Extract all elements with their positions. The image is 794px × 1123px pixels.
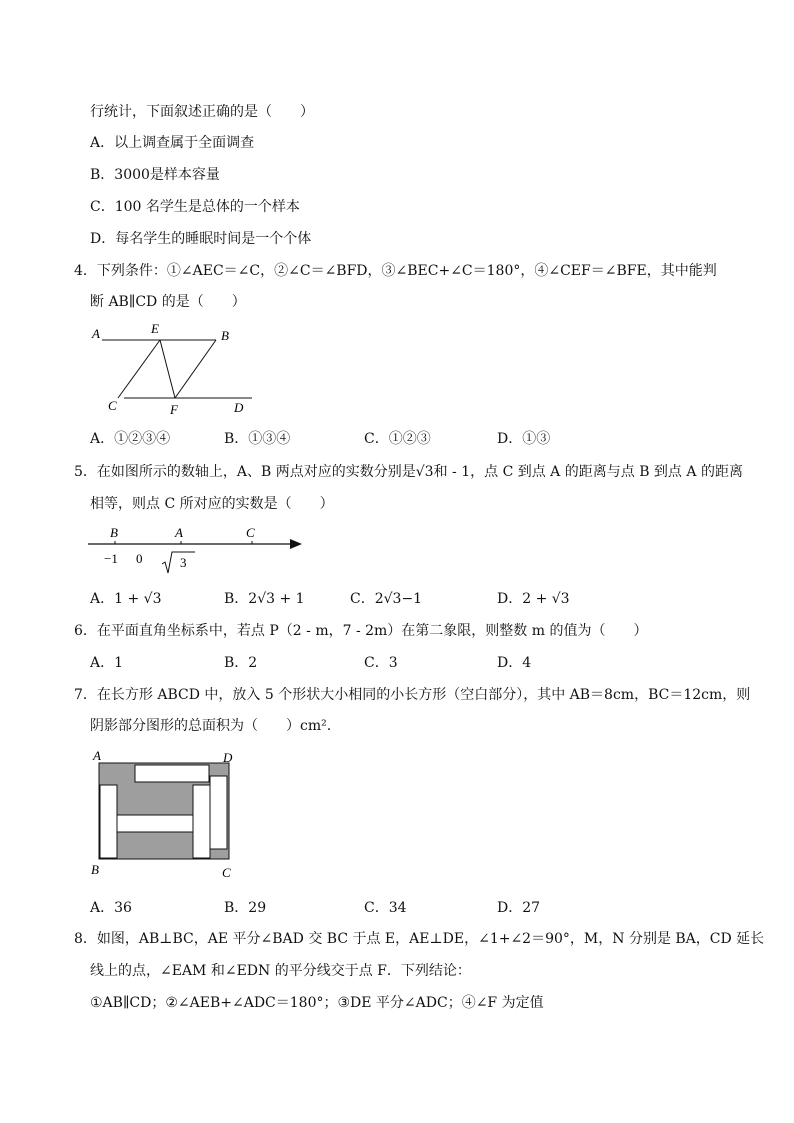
q5-option-d: D．2 + √3 <box>497 591 570 607</box>
q5-number-line <box>88 520 308 580</box>
q5-label-b: B <box>110 525 118 540</box>
q7-stem-line1: 7．在长方形 ABCD 中，放入 5 个形状大小相同的小长方形（空白部分），其中 AB＝8cm，BC＝12cm，则 <box>74 687 751 703</box>
q4-label-a: A <box>92 326 100 341</box>
q8-stem-line1: 8．如图，AB⊥BC，AE 平分∠BAD 交 BC 于点 E，AE⊥DE，∠1+∠2＝90°，M，N 分别是 BA，CD 延长 <box>74 931 765 947</box>
q3-option-d: D．每名学生的睡眠时间是一个个体 <box>90 231 312 247</box>
q4-option-a: A．①②③④ <box>90 431 171 447</box>
q3-option-c: C．100 名学生是总体的一个样本 <box>90 199 300 215</box>
q4-option-d: D．①③ <box>497 431 551 447</box>
q5-option-b: B．2√3 + 1 <box>224 591 305 607</box>
q5-stem-line1: 5．在如图所示的数轴上，A、B 两点对应的实数分别是√3和 - 1，点 C 到点 A 的距离与点 B 到点 A 的距离 <box>74 464 743 480</box>
q4-stem-line2: 断 AB∥CD 的是（ ） <box>90 294 246 310</box>
q6-option-c: C．3 <box>364 655 398 671</box>
q5-option-a: A．1 + √3 <box>90 591 162 607</box>
q5-stem-line2: 相等，则点 C 所对应的实数是（ ） <box>90 496 334 512</box>
q4-label-b: B <box>221 328 229 343</box>
q6-option-b: B．2 <box>224 655 258 671</box>
q5-option-c: C．2√3−1 <box>350 591 423 607</box>
q4-option-b: B．①③④ <box>224 431 291 447</box>
q3-stem-tail: 行统计，下面叙述正确的是（ ） <box>90 104 314 120</box>
q7-label-c: C <box>222 865 231 880</box>
q4-stem-line1: 4．下列条件：①∠AEC＝∠C，②∠C＝∠BFD，③∠BEC+∠C＝180°，④∠CEF＝∠BFE，其中能判 <box>74 263 717 279</box>
q4-label-e: E <box>151 321 159 336</box>
q4-figure <box>88 318 258 418</box>
q5-sqrt-radicand: 3 <box>180 555 187 570</box>
q4-label-c: C <box>108 398 117 413</box>
q7-label-b: B <box>91 862 99 877</box>
q7-option-a: A．36 <box>90 900 132 916</box>
q6-stem-line1: 6．在平面直角坐标系中，若点 P（2 - m，7 - 2m）在第二象限，则整数 m 的值为（ ） <box>74 623 648 639</box>
q8-stem-line2: 线上的点，∠EAM 和∠EDN 的平分线交于点 F．下列结论： <box>90 963 471 979</box>
q4-option-c: C．①②③ <box>364 431 431 447</box>
q5-label-c: C <box>246 525 255 540</box>
q7-option-c: C．34 <box>364 900 407 916</box>
q3-option-b: B．3000是样本容量 <box>90 167 220 183</box>
q7-stem-line2: 阴影部分图形的总面积为（ ）cm². <box>90 718 332 734</box>
q7-label-a: A <box>93 748 101 763</box>
q4-label-d: D <box>234 400 244 415</box>
q5-tick-0: 0 <box>136 551 143 566</box>
q7-rectangle-figure <box>88 745 248 885</box>
q8-conclusions: ①AB∥CD；②∠AEB+∠ADC＝180°；③DE 平分∠ADC；④∠F 为定值 <box>90 995 544 1011</box>
q3-option-a: A．以上调查属于全面调查 <box>90 135 255 151</box>
q6-option-a: A．1 <box>90 655 124 671</box>
q7-option-b: B．29 <box>224 900 267 916</box>
q5-label-a: A <box>175 525 183 540</box>
q5-tick-neg1: −1 <box>104 551 118 566</box>
q4-label-f: F <box>170 402 178 417</box>
q6-option-d: D．4 <box>497 655 532 671</box>
q7-label-d: D <box>223 750 233 765</box>
q7-option-d: D．27 <box>497 900 541 916</box>
